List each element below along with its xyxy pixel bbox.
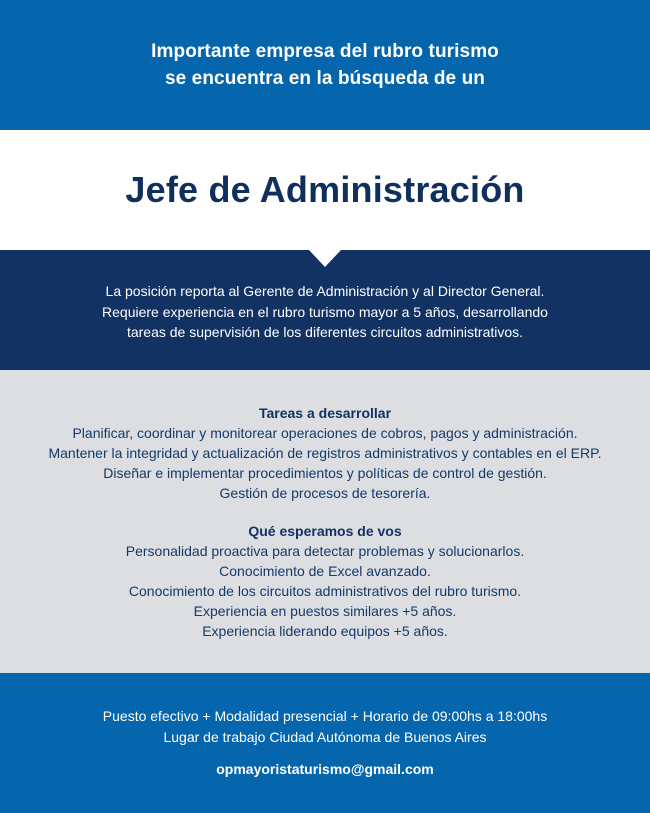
expectation-item: Personalidad proactiva para detectar problemas y solucionarlos. [125,542,525,559]
expectation-item: Experiencia liderando equipos +5 años. [202,622,448,639]
details-band [0,370,650,673]
task-item: Gestión de procesos de tesorería. [219,484,431,501]
expectation-item: Conocimiento de Excel avanzado. [219,562,431,579]
task-item: Mantener la integridad y actualización de registros administrativos y contables en el ERP. [48,444,602,461]
expectations-heading: Qué esperamos de vos [248,522,402,539]
summary-line: La posición reporta al Gerente de Administración y al Director General. [105,283,545,300]
job-title: Jefe de Administración [125,169,525,210]
summary-band [0,250,650,370]
header-line-1: Importante empresa del rubro turismo [151,41,499,62]
task-item: Planificar, coordinar y monitorear operaciones de cobros, pagos y administración. [72,424,578,441]
footer-band [0,673,650,813]
task-item: Diseñar e implementar procedimientos y políticas de control de gestión. [103,464,547,481]
expectation-item: Conocimiento de los circuitos administrativos del rubro turismo. [128,582,522,599]
header-line-2: se encuentra en la búsqueda de un [164,68,486,89]
title-band [0,130,650,250]
contact-email[interactable]: opmayoristaturismo@gmail.com [216,761,434,777]
footer-conditions: Puesto efectivo + Modalidad presencial + Horario de 09:00hs a 18:00hs [102,708,548,724]
pointer-arrow [309,250,341,267]
tasks-heading: Tareas a desarrollar [258,404,392,421]
expectation-item: Experiencia en puestos similares +5 años. [193,602,457,619]
summary-line: Requiere experiencia en el rubro turismo mayor a 5 años, desarrollando [102,303,548,320]
header-band [0,0,650,130]
footer-location: Lugar de trabajo Ciudad Autónoma de Buenos Aires [163,729,487,745]
summary-line: tareas de supervisión de los diferentes circuitos administrativos. [126,324,524,341]
